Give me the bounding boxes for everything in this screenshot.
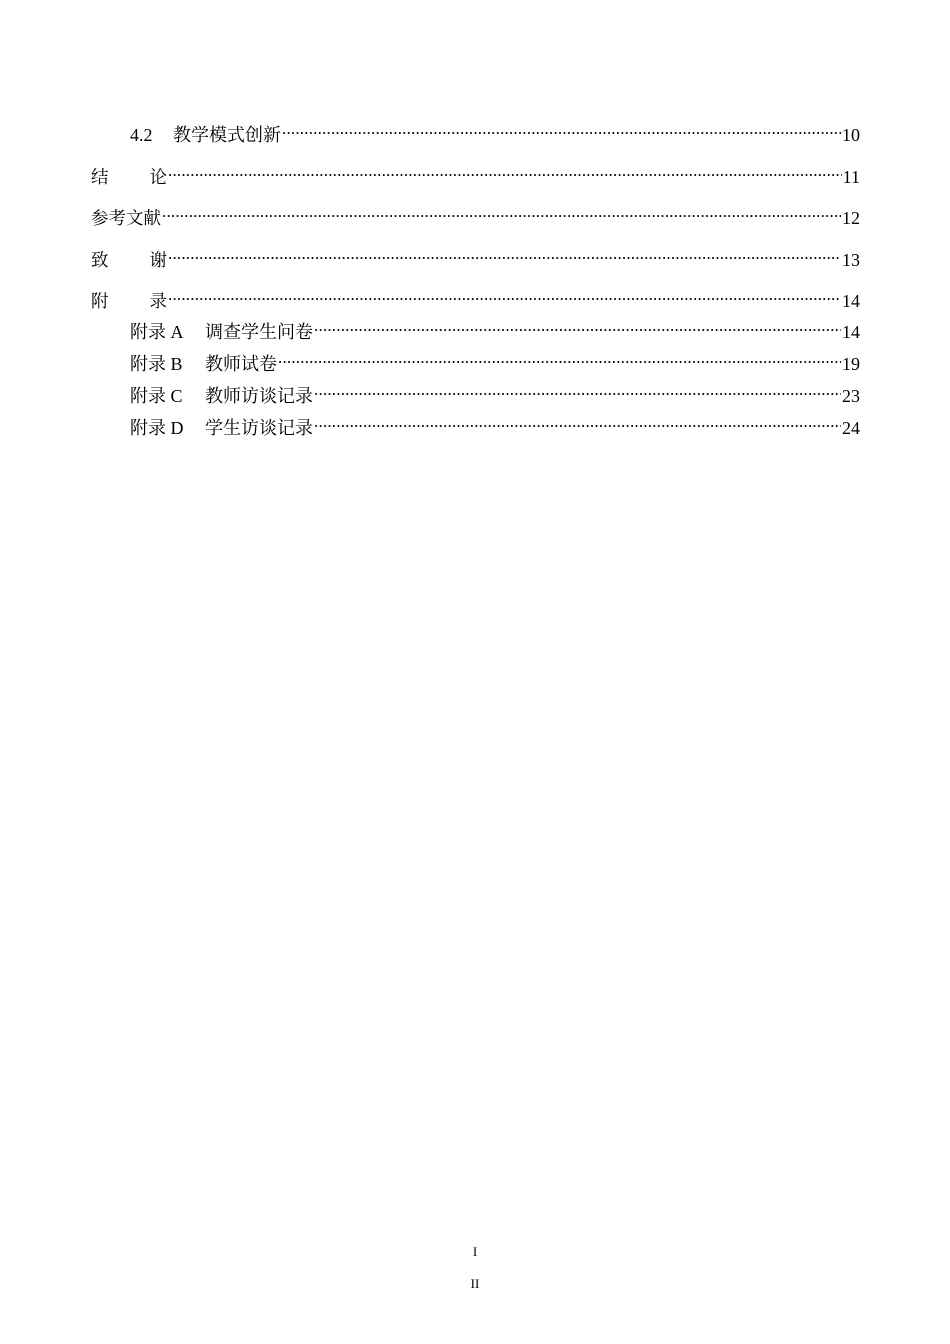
toc-entry-appendix-d[interactable] — [130, 412, 860, 438]
toc-entry-number: 附录 D — [130, 418, 184, 438]
toc-entry-title: 学生访谈记录 — [205, 418, 313, 438]
toc-entry-title: 教师试卷 — [205, 354, 277, 374]
dot-leader — [282, 119, 841, 141]
toc-entry-references[interactable] — [91, 202, 860, 229]
toc-entry-page: 10 — [842, 125, 860, 145]
toc-entry-appendix[interactable] — [91, 285, 860, 312]
toc-entry-title: 教学模式创新 — [173, 125, 281, 145]
toc-entry-page: 23 — [842, 386, 860, 406]
dot-leader — [314, 316, 841, 338]
toc-entry-title: 结论 — [91, 168, 167, 188]
toc-entry-page: 12 — [842, 208, 860, 228]
toc-entry-title: 附录 — [91, 292, 167, 312]
toc-entry-page: 13 — [842, 250, 860, 270]
toc-entry-appendix-c[interactable] — [130, 380, 860, 406]
toc-entry-page: 19 — [842, 354, 860, 374]
toc-entry-number: 附录 A — [130, 322, 184, 342]
toc-entry-title: 参考文献 — [91, 209, 161, 229]
toc-entry-number: 附录 C — [130, 386, 183, 406]
toc-entry-acknowledgements[interactable] — [91, 244, 860, 271]
dot-leader — [314, 412, 841, 434]
toc-entry-conclusion[interactable] — [91, 161, 860, 188]
page-number-roman-ii: II — [470, 1276, 480, 1291]
dot-leader — [168, 161, 842, 183]
toc-entry-appendix-a[interactable] — [130, 316, 860, 342]
toc-entry-page: 24 — [842, 418, 860, 438]
dot-leader — [278, 348, 841, 370]
toc-entry-title: 致谢 — [91, 251, 167, 271]
toc-entry-appendix-b[interactable] — [130, 348, 860, 374]
toc-entry-number: 4.2 — [130, 125, 153, 145]
toc-entry-page: 14 — [842, 322, 860, 342]
dot-leader — [168, 244, 841, 266]
page-number-roman-i: I — [472, 1244, 478, 1259]
dot-leader — [168, 285, 841, 307]
toc-entry-page: 14 — [842, 291, 860, 311]
toc-entry-title: 教师访谈记录 — [205, 386, 313, 406]
toc-entry-4-2[interactable] — [130, 119, 860, 145]
toc-entry-title: 调查学生问卷 — [205, 322, 313, 342]
dot-leader — [162, 202, 841, 224]
toc-entry-page: 11 — [842, 167, 860, 187]
dot-leader — [314, 380, 841, 402]
toc-entry-number: 附录 B — [130, 354, 183, 374]
